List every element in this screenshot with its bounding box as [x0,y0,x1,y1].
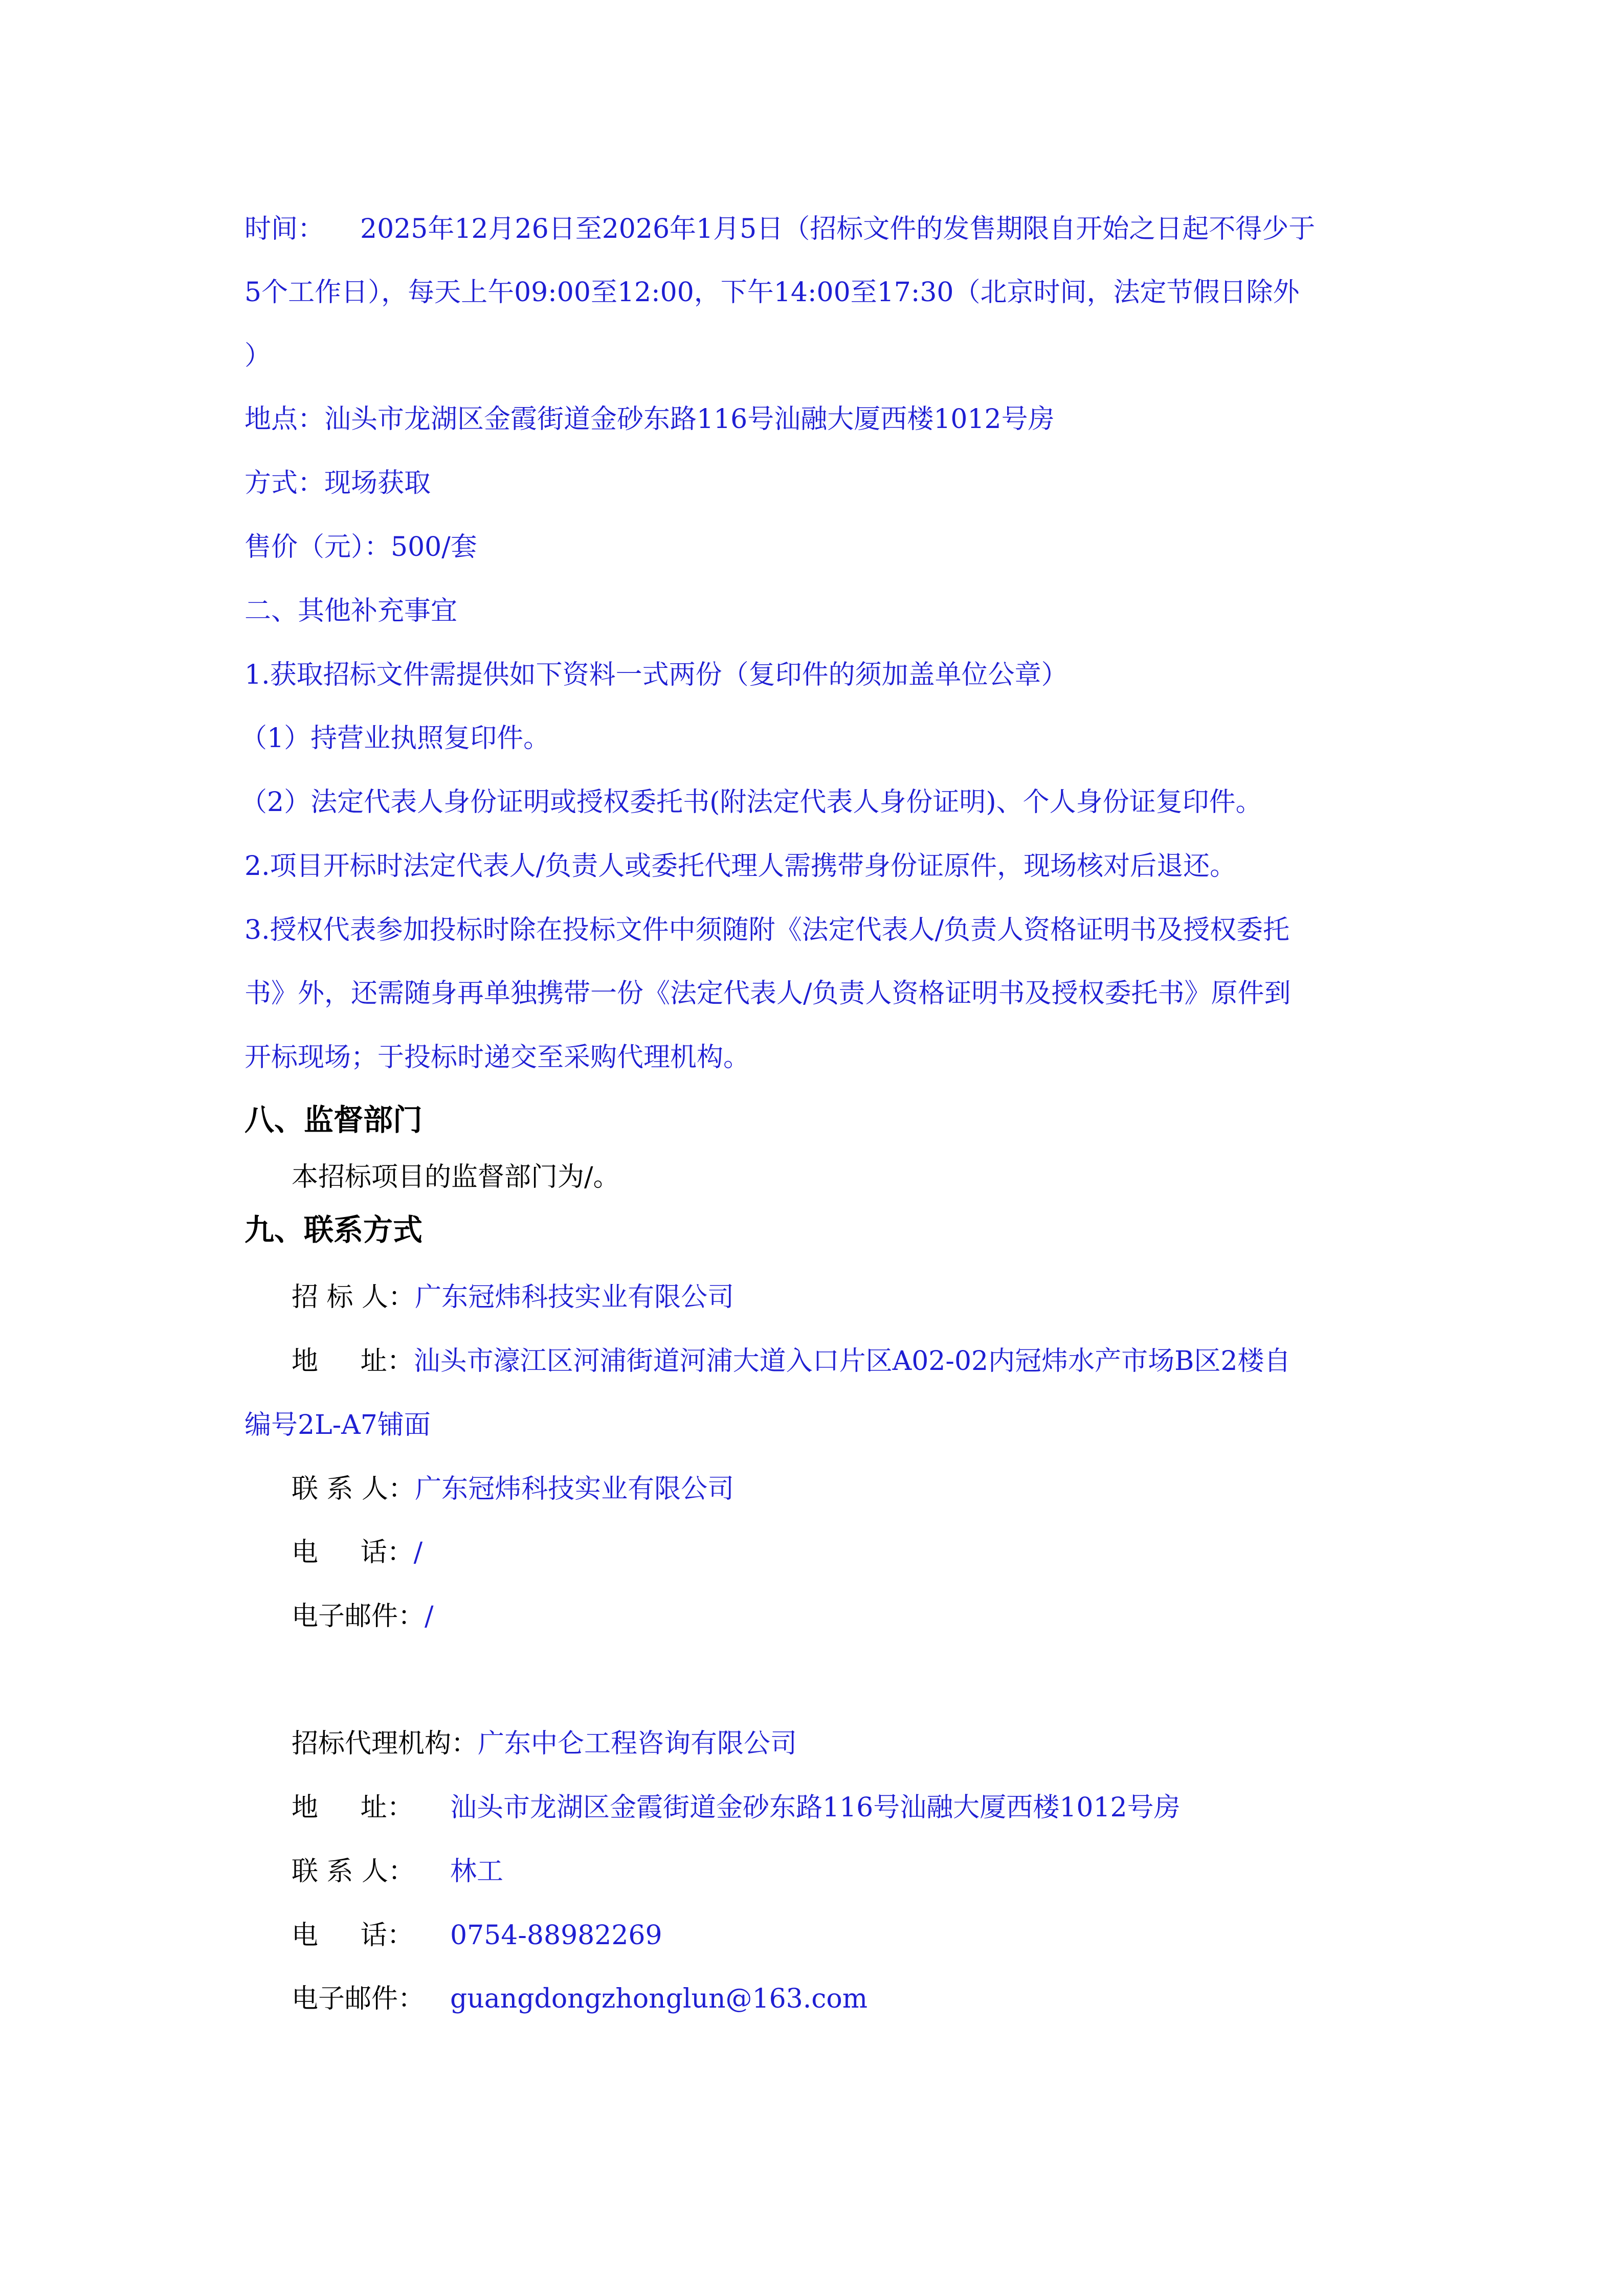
time-line-3: ） [244,341,272,371]
tenderer-phone-row [292,1536,422,1569]
method-line: 方式：现场获取 [244,468,431,499]
tenderer-address-value-2: 编号2L-A7铺面 [244,1410,431,1440]
tenderer-name-label: 招 标 人： [292,1282,415,1313]
supplement-item-2: 2.项目开标时法定代表人/负责人或委托代理人需携带身份证原件，现场核对后退还。 [244,851,1237,882]
supplement-item-3-line-3: 开标现场；于投标时递交至采购代理机构。 [244,1042,750,1073]
tenderer-phone-label: 电 话： [292,1537,414,1568]
tenderer-contact-row [292,1473,734,1505]
section-8-heading: 八、监督部门 [244,1102,423,1137]
tenderer-name-value: 广东冠炜科技实业有限公司 [415,1282,735,1313]
agency-name-label: 招标代理机构： [292,1728,478,1759]
price-line: 售价（元）：500/套 [244,532,477,562]
agency-address-row [292,1791,1181,1824]
supplement-item-1-sub-2: （2）法定代表人身份证明或授权委托书(附法定代表人身份证明)、个人身份证复印件。 [240,787,1262,818]
agency-address-value: 汕头市龙湖区金霞街道金砂东路116号汕融大厦西楼1012号房 [450,1792,1181,1823]
time-line-2: 5个工作日），每天上午09:00至12:00，下午14:00至17:30（北京时间，法定节假日除外 [244,277,1300,308]
time-value-1: 2025年12月26日至2026年1月5日（招标文件的发售期限自开始之日起不得少于 [360,214,1316,244]
agency-email-label: 电子邮件： [292,1984,425,2014]
tenderer-address-label: 地 址： [292,1346,414,1377]
supplement-item-3-line-1: 3.授权代表参加投标时除在投标文件中须随附《法定代表人/负责人资格证明书及授权委托 [244,915,1290,946]
tenderer-address-value-1: 汕头市濠江区河浦街道河浦大道入口片区A02-02内冠炜水产市场B区2楼自 [413,1346,1291,1377]
time-label: 时间： [244,214,325,244]
tenderer-address-row [292,1345,1291,1378]
tenderer-email-row [292,1600,434,1633]
agency-email-row [292,1983,867,2015]
agency-phone-label: 电 话： [292,1920,414,1951]
agency-contact-value: 林工 [450,1856,504,1887]
agency-email-value[interactable]: guangdongzhonglun@163.com [450,1984,868,2014]
agency-contact-label: 联 系 人： [292,1856,415,1887]
supplement-title: 二、其他补充事宜 [244,596,458,626]
agency-phone-value: 0754-88982269 [450,1920,662,1951]
supplement-item-1: 1.获取招标文件需提供如下资料一式两份（复印件的须加盖单位公章） [244,660,1068,690]
agency-phone-row [292,1919,662,1952]
tenderer-contact-value: 广东冠炜科技实业有限公司 [415,1474,735,1504]
tenderer-phone-value: / [413,1537,423,1568]
time-line-1 [244,213,1315,245]
tenderer-email-value: / [425,1601,434,1632]
supplement-item-1-sub-1: （1）持营业执照复印件。 [240,723,550,754]
place-line: 地点：汕头市龙湖区金霞街道金砂东路116号汕融大厦西楼1012号房 [244,404,1055,435]
tenderer-email-label: 电子邮件： [292,1601,425,1632]
agency-name-value: 广东中仑工程咨询有限公司 [478,1728,797,1759]
agency-name-row [292,1727,797,1760]
agency-contact-row [292,1855,503,1888]
section-9-heading: 九、联系方式 [244,1212,423,1247]
tenderer-name-row [292,1281,734,1314]
tenderer-contact-label: 联 系 人： [292,1474,415,1504]
supplement-item-3-line-2: 书》外，还需随身再单独携带一份《法定代表人/负责人资格证明书及授权委托书》原件到 [244,978,1291,1009]
agency-address-label: 地 址： [292,1792,414,1823]
section-8-text: 本招标项目的监督部门为/。 [292,1162,620,1192]
